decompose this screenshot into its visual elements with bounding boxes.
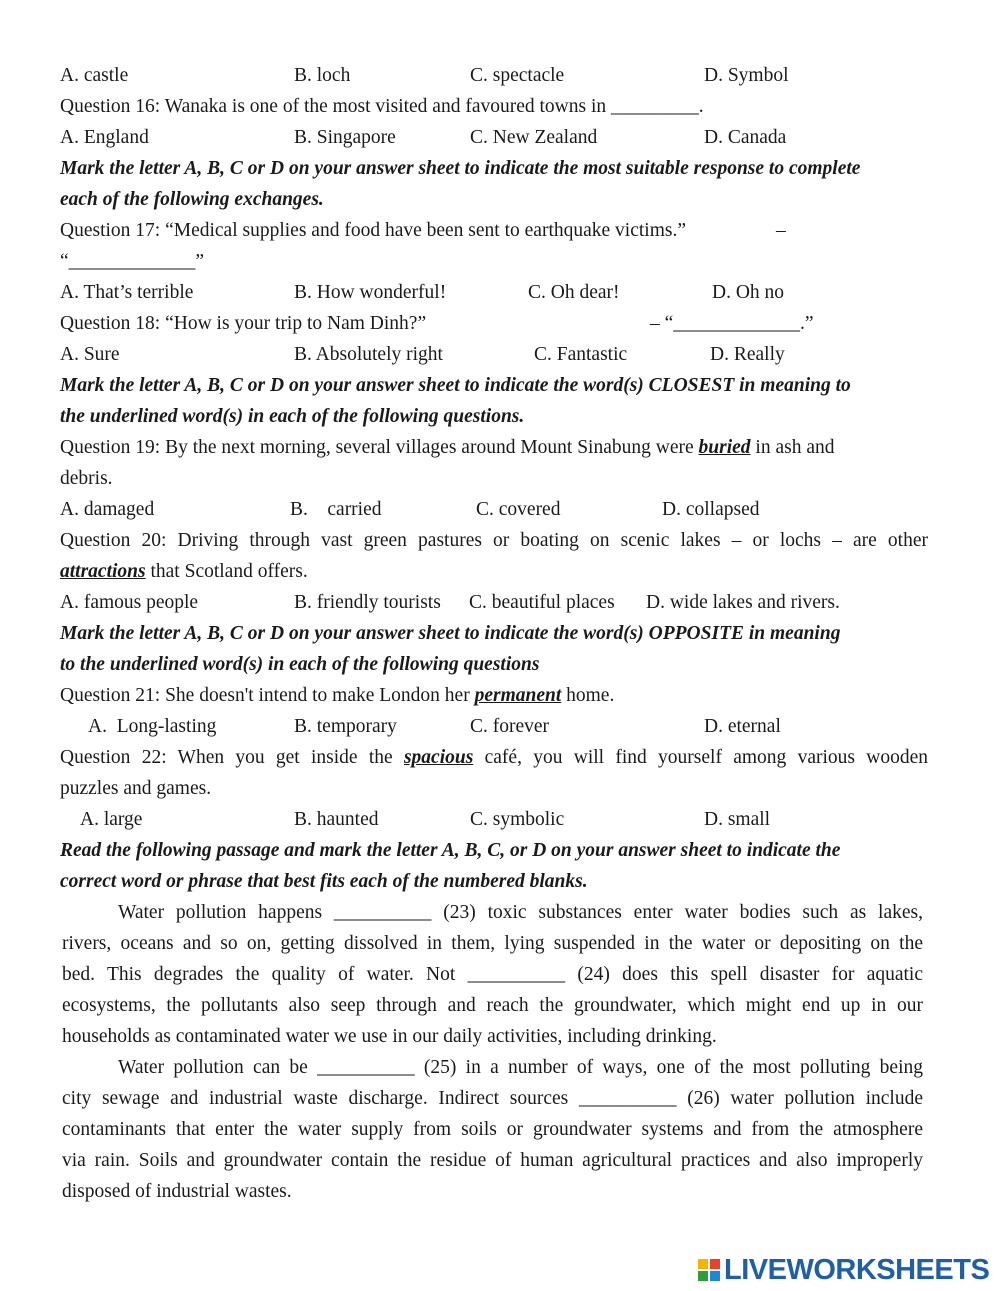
q17-stem: Question 17: “Medical supplies and food have been sent to earthquake victims.” bbox=[60, 220, 686, 241]
q18-option-a[interactable]: A. Sure bbox=[60, 344, 120, 365]
instruction-opposite-line1: Mark the letter A, B, C or D on your answer sheet to indicate the word(s) OPPOSITE in meaning bbox=[60, 623, 841, 644]
q21-underlined-word: permanent bbox=[474, 685, 562, 706]
q21-option-b[interactable]: B. temporary bbox=[294, 716, 397, 737]
q22-underlined-word: spacious bbox=[403, 747, 474, 768]
q19-stem-cont: debris. bbox=[60, 468, 113, 489]
q17-option-a[interactable]: A. That’s terrible bbox=[60, 282, 194, 303]
q16-option-a[interactable]: A. England bbox=[60, 127, 149, 148]
q15-option-d[interactable]: D. Symbol bbox=[704, 65, 789, 86]
q16-option-c[interactable]: C. New Zealand bbox=[470, 127, 598, 148]
q19-underlined-word: buried bbox=[698, 437, 751, 458]
q22-option-c[interactable]: C. symbolic bbox=[470, 809, 565, 830]
instruction-exchanges-line2: each of the following exchanges. bbox=[60, 189, 324, 210]
q16-options bbox=[60, 125, 928, 151]
q17-stem-line bbox=[60, 218, 928, 244]
q19-stem-pre: Question 19: By the next morning, several villages around Mount Sinabung were bbox=[60, 437, 694, 458]
q15-option-a[interactable]: A. castle bbox=[60, 65, 129, 86]
q15-options bbox=[60, 63, 928, 89]
q19-option-c[interactable]: C. covered bbox=[476, 499, 561, 520]
q21-option-a[interactable]: A. Long-lasting bbox=[88, 716, 217, 737]
q21-stem-post: home. bbox=[566, 685, 615, 706]
q21-option-c[interactable]: C. forever bbox=[470, 716, 550, 737]
q22-stem bbox=[60, 745, 928, 771]
passage-p2-line2: city sewage and industrial waste discharge. Indirect sources __________ (26) water pollution include bbox=[62, 1088, 923, 1109]
q21-option-d[interactable]: D. eternal bbox=[704, 716, 781, 737]
instruction-opposite-line2: to the underlined word(s) in each of the following questions bbox=[60, 654, 540, 675]
q21-stem bbox=[60, 683, 928, 709]
q18-reply[interactable]: – “_____________.” bbox=[650, 313, 814, 334]
liveworksheets-logo-icon bbox=[697, 1258, 721, 1282]
q17-option-d[interactable]: D. Oh no bbox=[712, 282, 785, 303]
q22-option-b[interactable]: B. haunted bbox=[294, 809, 379, 830]
q22-option-a[interactable]: A. large bbox=[80, 809, 143, 830]
q20-option-a[interactable]: A. famous people bbox=[60, 592, 199, 613]
passage-p1-line3: bed. This degrades the quality of water. Not __________ (24) does this spell disaster for aquatic bbox=[62, 964, 923, 985]
q20-option-d[interactable]: D. wide lakes and rivers. bbox=[646, 592, 840, 613]
q21-stem-pre: Question 21: She doesn't intend to make London her bbox=[60, 685, 470, 706]
q20-underlined-word: attractions bbox=[60, 561, 146, 582]
passage-p2-line4: via rain. Soils and groundwater contain the residue of human agricultural practices and also improperly bbox=[62, 1150, 923, 1171]
q19-stem bbox=[60, 435, 928, 461]
q19-options bbox=[60, 497, 928, 523]
q18-options bbox=[60, 342, 928, 368]
passage-p1-line2: rivers, oceans and so on, getting dissolved in them, lying suspended in the water or depositing on the bbox=[62, 933, 923, 954]
q17-dash: – bbox=[776, 220, 786, 241]
q16-option-d[interactable]: D. Canada bbox=[704, 127, 787, 148]
q20-stem-line1: Question 20: Driving through vast green pastures or boating on scenic lakes – or lochs – are other bbox=[60, 530, 928, 551]
q22-stem-pre: Question 22: When you get inside the bbox=[60, 747, 393, 768]
instruction-exchanges-line1: Mark the letter A, B, C or D on your answer sheet to indicate the most suitable response to complete bbox=[60, 158, 861, 179]
instruction-closest-line1: Mark the letter A, B, C or D on your answer sheet to indicate the word(s) CLOSEST in meaning to bbox=[60, 375, 851, 396]
q19-option-d[interactable]: D. collapsed bbox=[662, 499, 760, 520]
q20-stem-line2 bbox=[60, 559, 928, 585]
q15-option-c[interactable]: C. spectacle bbox=[470, 65, 565, 86]
q22-options bbox=[60, 807, 928, 833]
instruction-closest-line2: the underlined word(s) in each of the following questions. bbox=[60, 406, 525, 427]
passage-p2-line1: Water pollution can be __________ (25) in a number of ways, one of the most polluting being bbox=[118, 1057, 923, 1078]
q15-option-b[interactable]: B. loch bbox=[294, 65, 351, 86]
instruction-passage-line2: correct word or phrase that best fits each of the numbered blanks. bbox=[60, 871, 588, 892]
q20-stem-post: that Scotland offers. bbox=[150, 561, 308, 582]
q19-option-b[interactable]: B. carried bbox=[290, 499, 382, 520]
q18-option-c[interactable]: C. Fantastic bbox=[534, 344, 628, 365]
instruction-passage-line1: Read the following passage and mark the letter A, B, C, or D on your answer sheet to indicate the bbox=[60, 840, 841, 861]
q20-option-b[interactable]: B. friendly tourists bbox=[294, 592, 441, 613]
passage-p2-line5: disposed of industrial wastes. bbox=[62, 1181, 292, 1202]
passage-p1-line4: ecosystems, the pollutants also seep through and reach the groundwater, which might end up in our bbox=[62, 995, 923, 1016]
q22-option-d[interactable]: D. small bbox=[704, 809, 771, 830]
q18-option-d[interactable]: D. Really bbox=[710, 344, 785, 365]
q17-blank[interactable]: “_____________” bbox=[60, 251, 205, 272]
passage-p2-line3: contaminants that enter the water supply from soils or groundwater systems and from the atmosphere bbox=[62, 1119, 923, 1140]
q22-stem-post: café, you will find yourself among various wooden bbox=[484, 747, 929, 768]
q20-option-c[interactable]: C. beautiful places bbox=[469, 592, 615, 613]
q21-options bbox=[60, 714, 928, 740]
q18-option-b[interactable]: B. Absolutely right bbox=[294, 344, 443, 365]
q19-stem-post: in ash and bbox=[755, 437, 835, 458]
passage-p1-line5: households as contaminated water we use in our daily activities, including drinking. bbox=[62, 1026, 717, 1047]
q22-stem-cont: puzzles and games. bbox=[60, 778, 212, 799]
q16-stem: Question 16: Wanaka is one of the most visited and favoured towns in _________. bbox=[60, 96, 704, 117]
q19-option-a[interactable]: A. damaged bbox=[60, 499, 155, 520]
liveworksheets-logo-text: LIVEWORKSHEETS bbox=[724, 1253, 990, 1286]
passage-p1-line1: Water pollution happens __________ (23) toxic substances enter water bodies such as lakes, bbox=[118, 902, 923, 923]
q17-option-c[interactable]: C. Oh dear! bbox=[528, 282, 620, 303]
q17-options bbox=[60, 280, 928, 306]
q17-option-b[interactable]: B. How wonderful! bbox=[294, 282, 447, 303]
q20-options bbox=[60, 590, 928, 616]
q16-option-b[interactable]: B. Singapore bbox=[294, 127, 396, 148]
liveworksheets-logo bbox=[697, 1252, 989, 1288]
q18-stem: Question 18: “How is your trip to Nam Dinh?” bbox=[60, 313, 427, 334]
q18-stem-line bbox=[60, 311, 928, 337]
